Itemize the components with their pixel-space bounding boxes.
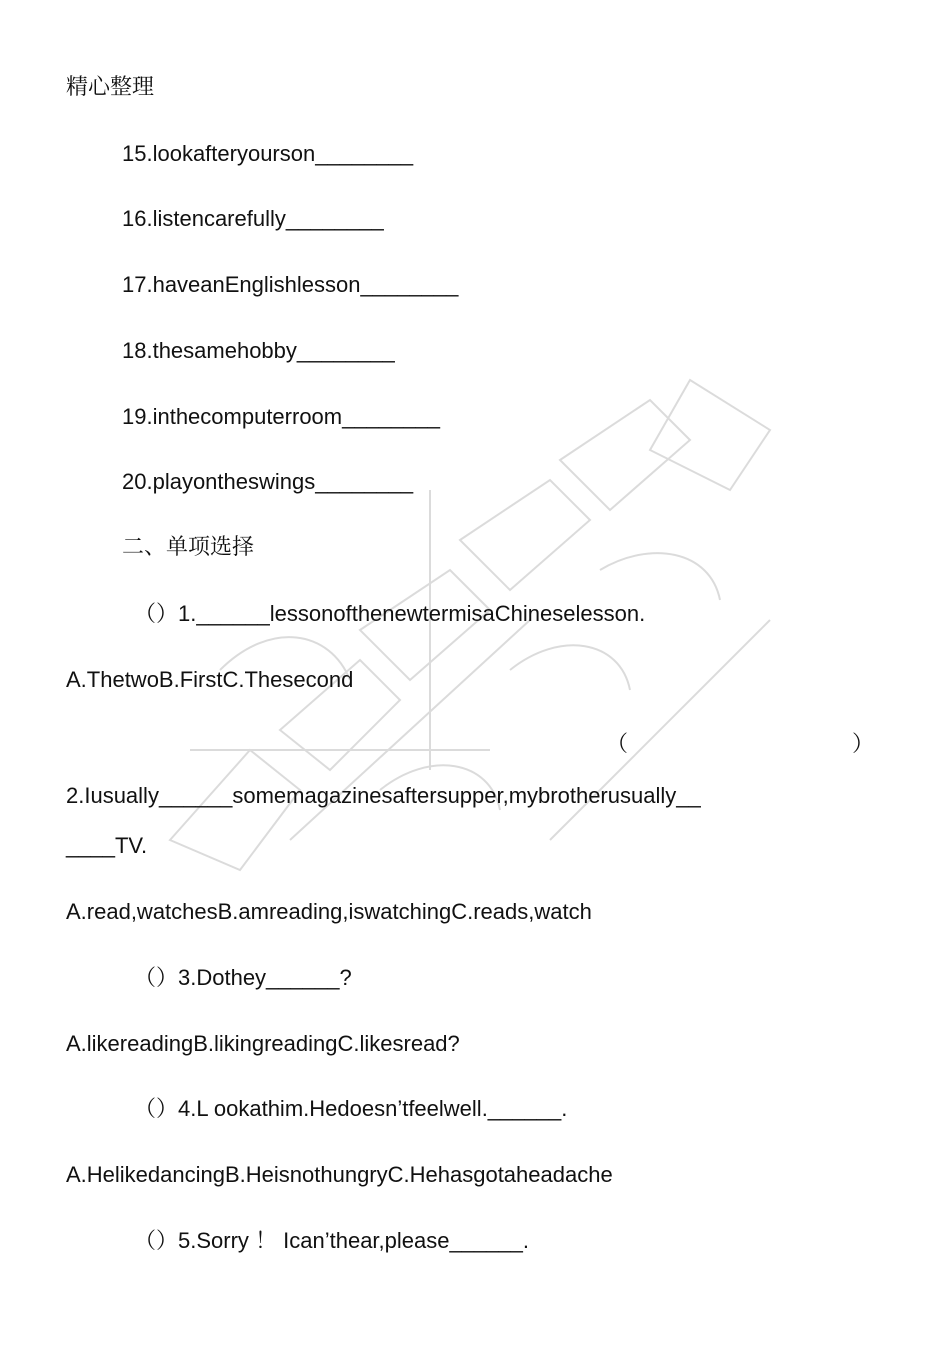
question-1-options: A.ThetwoB.FirstC.Thesecond xyxy=(66,667,354,692)
question-1-stem: （）1.______lessonofthenewtermisaChineselesson. xyxy=(134,601,646,626)
question-2-paren-close: ） xyxy=(852,731,875,756)
vocab-item: 16.listencarefully________ xyxy=(122,206,384,231)
question-3-options: A.likereadingB.likingreadingC.likesread? xyxy=(66,1031,460,1056)
vocab-item: 15.lookafteryourson________ xyxy=(122,141,414,166)
question-2-stem-line-2: ____TV. xyxy=(66,833,148,858)
page-title: 精心整理 xyxy=(66,75,155,100)
section-heading: 二、单项选择 xyxy=(122,535,255,560)
question-3-stem: （）3.Dothey______? xyxy=(134,965,352,990)
question-2-options: A.read,watchesB.amreading,iswatchingC.reads,watch xyxy=(66,899,592,924)
question-4-options: A.HelikedancingB.HeisnothungryC.Hehasgotaheadache xyxy=(66,1162,613,1187)
vocab-item: 17.haveanEnglishlesson________ xyxy=(122,272,459,297)
question-5-stem: （）5.Sorry ！ Ican’thear,please______. xyxy=(134,1228,530,1253)
vocab-item: 19.inthecomputerroom________ xyxy=(122,404,441,429)
vocab-item: 18.thesamehobby________ xyxy=(122,338,395,363)
watermark-graphic xyxy=(130,370,810,910)
question-2-stem-line-1: 2.Iusually______somemagazinesaftersupper,mybrotherusually__ xyxy=(66,783,701,808)
vocab-item: 20.playontheswings________ xyxy=(122,469,414,494)
question-2-paren-open: （ xyxy=(606,731,629,756)
question-4-stem: （）4.L ookathim.Hedoesn’tfeelwell.______. xyxy=(134,1096,568,1121)
